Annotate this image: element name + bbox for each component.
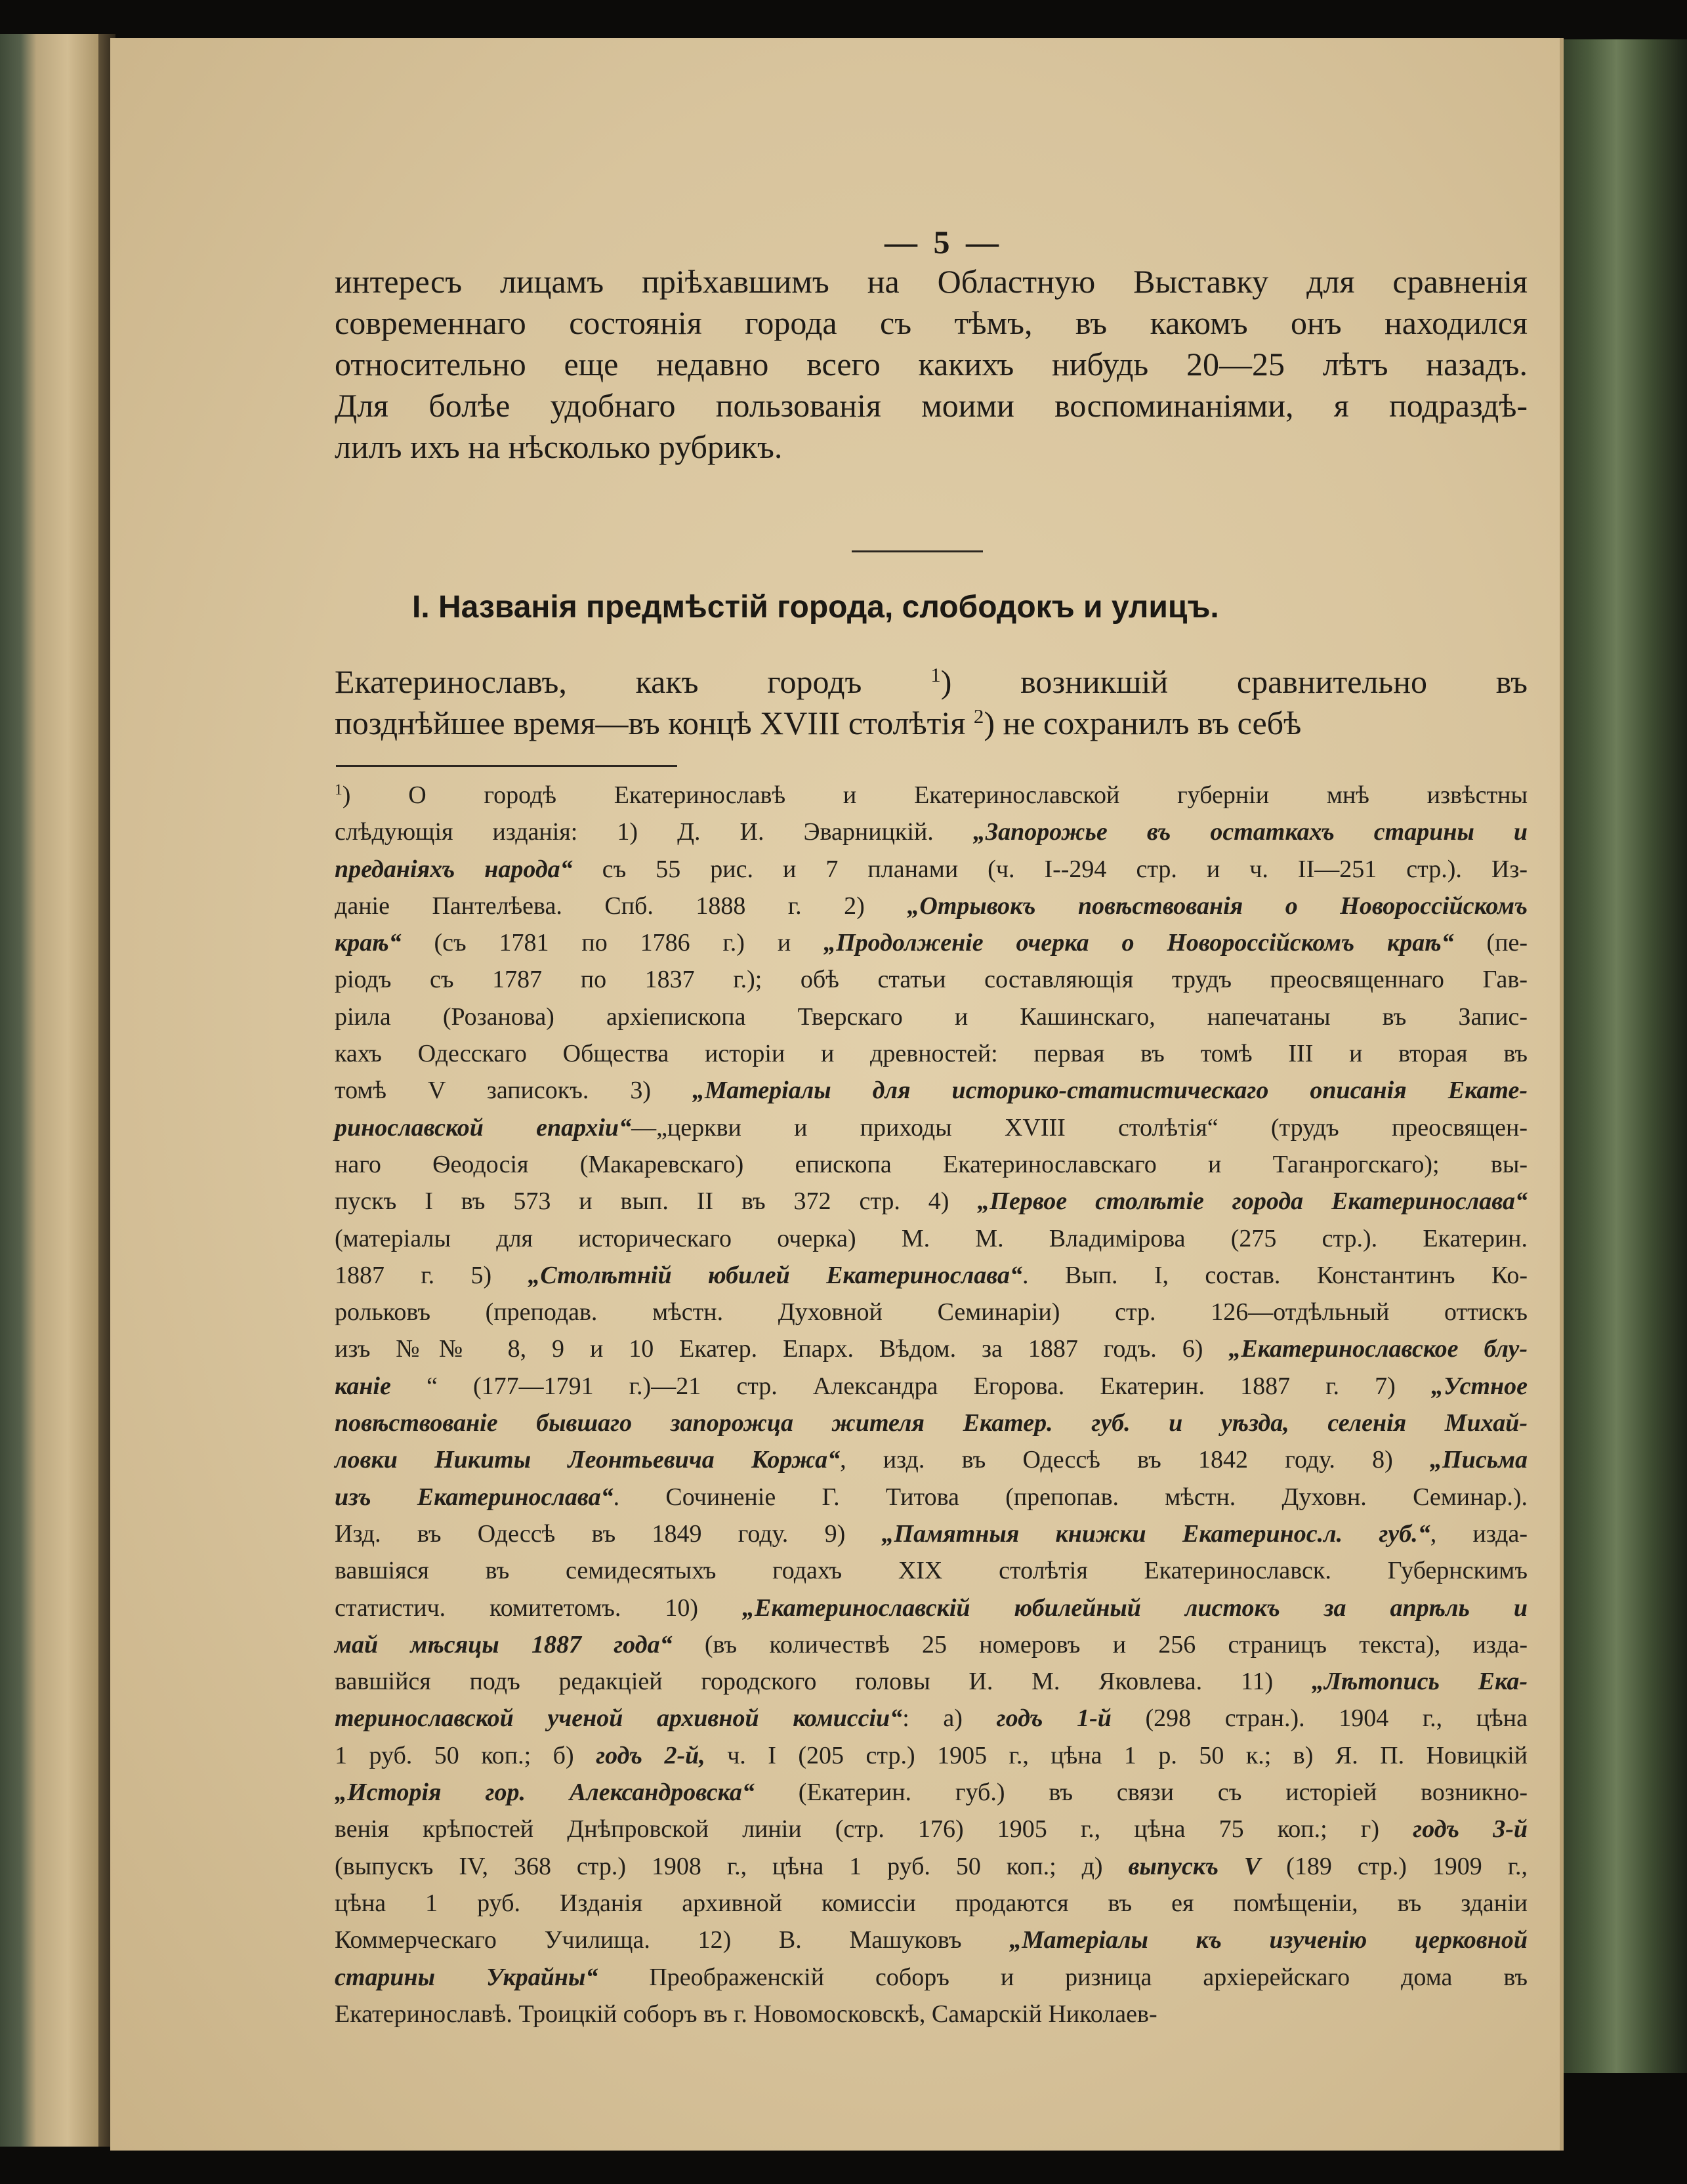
footnote-line [335,1330,1528,1367]
footnote-line [335,1996,1528,2032]
footnotes [335,777,1528,2032]
body-text-line: лилъ ихъ на нѣсколько рубрикъ. [335,428,783,465]
body-text-line: современнаго состоянія города съ тѣмъ, въ какомъ онъ находился [335,304,1528,341]
footnote-line [335,1885,1528,1922]
text-run: , изд. въ Одессѣ въ 1842 году. 8) [840,1446,1430,1474]
italic-title-run: изъ Екатеринослава“ [335,1483,614,1511]
text-run: —„церкви и приходы XVIII столѣтія“ (трудъ преосвящен- [631,1113,1528,1142]
italic-title-run: ловки Никиты Леонтьевича Коржа“ [335,1446,841,1474]
footnote-line [335,851,1528,888]
footnote-line [335,1663,1528,1700]
book-page [110,38,1564,2151]
italic-title-run: „Запорожье въ остаткахъ старины и [972,818,1528,846]
text-run: вавшійся подъ редакціей городского головы И. М. Яковлева. 11) [335,1668,1312,1696]
footnote-line [335,1626,1528,1663]
text-run: 1 руб. 50 коп.; б) [335,1741,596,1769]
footnote-rule [336,765,677,767]
text-run: вавшіяся въ семидесятыхъ годахъ XIX столѣтія Екатеринославск. Губернскимъ [335,1557,1528,1585]
italic-title-run: „Памятныя книжки Екатеринос.л. губ.“ [881,1519,1430,1548]
section-heading: I. Названія предмѣстій города, слободокъ и улицъ. [412,590,1219,625]
italic-title-run: годъ 2-й, [596,1741,705,1769]
text-run: съ 55 рис. и 7 планами (ч. I--294 стр. и ч. II—251 стр.). Из- [572,855,1528,883]
book-cover-right-edge [1546,39,1687,2073]
footnote-line [335,1590,1528,1626]
body-text-line: интересъ лицамъ пріѣхавшимъ на Областную Выставку для сравненія [335,263,1528,300]
text-run: (189 стр.) 1909 г., [1260,1852,1528,1880]
text-run: . Сочиненіе Г. Титова (препопав. мѣстн. Духовн. Семинар.). [613,1483,1528,1511]
italic-title-run: „Отрывокъ повѣствованія о Новороссійскомъ [907,892,1528,920]
italic-title-run: теринославской ученой архивной комиссіи“ [335,1704,903,1733]
text-run: пускъ I въ 573 и вып. II въ 372 стр. 4) [335,1187,978,1216]
italic-title-run: „Исторія гор. Александровска“ [335,1779,755,1807]
italic-title-run: „Матеріалы для историко-статистическаго описанія Екате- [692,1077,1528,1105]
footnote-line [335,1441,1528,1478]
italic-title-run: „Столѣтній юбилей Екатеринослава“ [528,1261,1022,1289]
italic-title-run: „Продолженіе очерка о Новороссійскомъ краѣ“ [823,929,1454,957]
italic-title-run: годъ 1-й [996,1704,1112,1733]
footnote-line [335,1294,1528,1330]
section-divider [852,550,983,552]
footnote-line [335,1035,1528,1072]
footnote-line [335,1848,1528,1885]
text-run: . Вып. I, состав. Константинъ Ко- [1022,1261,1528,1289]
page-number: — 5 — [885,224,1003,260]
text-run: слѣдующія изданія: 1) Д. И. Эварницкій. [335,818,973,846]
text-run: : а) [902,1704,997,1733]
footnote-line [335,888,1528,924]
text-run: ) О городѣ Екатеринославѣ и Екатеринославской губерніи мнѣ извѣстны [342,781,1528,809]
text-run: ) возникшій сравнительно въ [940,663,1528,700]
text-run: (298 стран.). 1904 г., цѣна [1111,1704,1528,1733]
text-run: Екатеринославѣ. Троицкій соборъ въ г. Новомосковскѣ, Самарскій Николаев- [335,2000,1157,2028]
body-text-line: относительно еще недавно всего какихъ нибудь 20—25 лѣтъ назадъ. [335,346,1528,382]
text-run: Преображенскій соборъ и ризница архіерейскаго дома въ [598,1963,1528,1991]
text-run: кахъ Одесскаго Общества исторіи и древностей: первая въ томѣ III и вторая въ [335,1040,1528,1068]
italic-title-run: выпускъ V [1128,1852,1261,1880]
footnote-line [335,1774,1528,1811]
text-run: “ (177—1791 г.)—21 стр. Александра Егорова. Екатерин. 1887 г. 7) [390,1372,1431,1400]
italic-title-run: „Екатеринославскій юбилейный листокъ за апрѣль и [742,1594,1528,1622]
italic-title-run: преданіяхъ народа“ [335,855,573,883]
intro-paragraph [335,261,1528,468]
text-run: ) не сохранилъ въ себѣ [984,705,1302,741]
text-run: цѣна 1 руб. Изданія архивной комиссіи продаются въ ея помѣщеніи, въ зданіи [335,1889,1528,1917]
text-run: (пе- [1453,929,1528,957]
section-paragraph [335,661,1528,744]
footnote-line [335,1405,1528,1441]
book-cover-left-strip [0,34,104,2147]
footnote-line [335,961,1528,998]
body-text-line: Для болѣе удобнаго пользованія моими воспоминаніями, я подраздѣ- [335,387,1528,424]
text-run: ріила (Розанова) архіепископа Тверскаго и Кашинскаго, напечатаны въ Запис- [335,1002,1528,1031]
footnote-line [335,1922,1528,1958]
italic-title-run: краѣ“ [335,929,402,957]
footnote-line [335,814,1528,850]
italic-title-run: ринославской епархіи“ [335,1113,632,1142]
italic-title-run: „Лѣтопись Ека- [1311,1668,1528,1696]
footnote-line [335,1552,1528,1589]
text-run: ч. I (205 стр.) 1905 г., цѣна 1 р. 50 к.; в) Я. П. Новицкій [705,1741,1528,1769]
text-run: рольковъ (преподав. мѣстн. Духовной Семинаріи) стр. 126—отдѣльный оттискъ [335,1298,1528,1327]
footnote-line [335,1220,1528,1257]
italic-title-run: „Письма [1430,1446,1528,1474]
italic-title-run: старины Украйны“ [335,1963,598,1991]
footnote-line [335,1072,1528,1109]
footnote-line [335,1737,1528,1774]
footnote-line [335,1146,1528,1183]
text-run: (съ 1781 по 1786 г.) и [401,929,824,957]
italic-title-run: каніе [335,1372,391,1400]
text-run: 1887 г. 5) [335,1261,528,1289]
text-run: наго Ѳеодосія (Макаревскаго) епископа Екатеринославскаго и Таганрогскаго); вы- [335,1150,1528,1178]
footnote-marker: 2 [973,704,984,728]
text-run: изъ №№ 8, 9 и 10 Екатер. Епарх. Вѣдом. за 1887 годъ. 6) [335,1335,1229,1363]
text-run: Коммерческаго Училища. 12) В. Машуковъ [335,1926,1010,1954]
text-run: (выпускъ IV, 368 стр.) 1908 г., цѣна 1 руб. 50 коп.; д) [335,1852,1129,1880]
text-run: (Екатерин. губ.) въ связи съ исторіей возникно- [754,1779,1528,1807]
footnote-marker: 1 [930,663,941,686]
footnote-line [335,1811,1528,1847]
italic-title-run: годъ 3-й [1413,1815,1528,1844]
text-run: Екатеринославъ, какъ городъ [335,663,931,700]
text-run: томѣ V записокъ. 3) [335,1077,692,1105]
italic-title-run: повѣствованіе бывшаго запорожца жителя Екатер. губ. и уѣзда, селенія Михай- [335,1409,1528,1437]
text-run: статистич. комитетомъ. 10) [335,1594,743,1622]
footnote-line [335,777,1528,814]
footnote-line [335,1257,1528,1294]
text-run: ріодъ съ 1787 по 1837 г.); обѣ статьи составляющія трудъ преосвященнаго Гав- [335,966,1528,994]
body-text-line [335,703,1528,744]
footnote-line [335,1368,1528,1405]
text-run: (въ количествѣ 25 номеровъ и 256 страницъ текста), изда- [672,1630,1528,1659]
text-run: позднѣйшее время—въ концѣ XVIII столѣтія [335,705,974,741]
footnote-line [335,1515,1528,1552]
footnote-marker: 1 [335,781,343,799]
footnote-line [335,1109,1528,1146]
italic-title-run: „Первое столѣтіе города Екатеринослава“ [977,1187,1528,1216]
footnote-line [335,1183,1528,1220]
footnote-line [335,1959,1528,1996]
text-run: , изда- [1430,1519,1528,1548]
footnote-line [335,924,1528,961]
text-run: Изд. въ Одессѣ въ 1849 году. 9) [335,1519,882,1548]
footnote-line [335,1700,1528,1737]
text-run: венія крѣпостей Днѣпровской линіи (стр. 176) 1905 г., цѣна 75 коп.; г) [335,1815,1413,1844]
text-run: (матеріалы для историческаго очерка) М. М. Владимірова (275 стр.). Екатерин. [335,1224,1528,1252]
footnote-line [335,1479,1528,1515]
footnote-line [335,999,1528,1035]
italic-title-run: „Матеріалы къ изученію церковной [1009,1926,1528,1954]
text-run: даніе Пантелѣева. Спб. 1888 г. 2) [335,892,907,920]
italic-title-run: май мѣсяцы 1887 года“ [335,1630,673,1659]
italic-title-run: „Екатеринославское блу- [1228,1335,1528,1363]
body-text-line [335,661,1528,703]
italic-title-run: „Устное [1430,1372,1528,1400]
